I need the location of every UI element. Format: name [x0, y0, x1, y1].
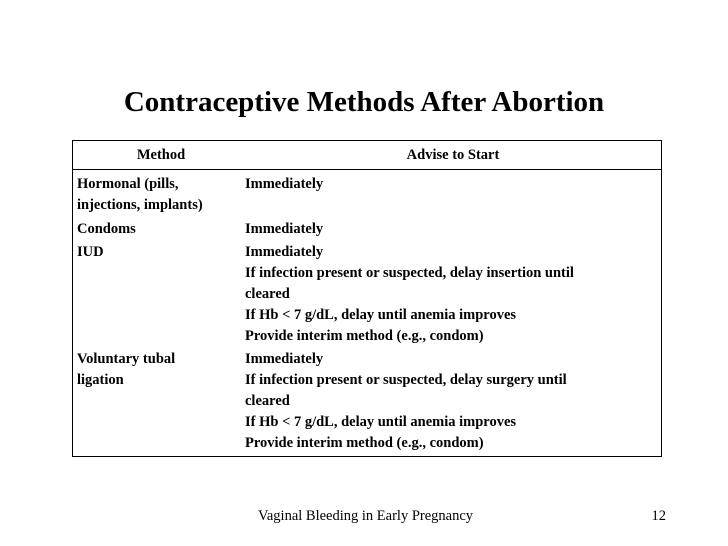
- advice-line: Provide interim method (e.g., condom): [245, 327, 484, 344]
- advice-line: If infection present or suspected, delay surgery until: [245, 372, 567, 389]
- advice-cell: [245, 219, 661, 240]
- advice-line: Immediately: [245, 220, 324, 237]
- method-cell: [73, 242, 245, 346]
- advice-cell: [245, 174, 661, 216]
- advice-cell: [245, 349, 661, 453]
- table-row: [73, 242, 661, 346]
- advice-cell: [245, 242, 661, 346]
- method-line: Voluntary tubal: [77, 351, 176, 368]
- method-cell: [73, 219, 245, 240]
- advice-line: If Hb < 7 g/dL, delay until anemia improves: [245, 306, 517, 323]
- table-header: [73, 141, 661, 170]
- advice-line: cleared: [245, 285, 290, 302]
- advice-line: Immediately: [245, 176, 324, 192]
- advice-line: Immediately: [245, 351, 324, 368]
- method-line: IUD: [77, 244, 104, 261]
- header-method: Method: [136, 146, 186, 163]
- method-line: injections, implants): [77, 196, 203, 213]
- slide-title: Contraceptive Methods After Abortion: [123, 86, 605, 118]
- table-body: [73, 170, 661, 453]
- advice-line: Provide interim method (e.g., condom): [245, 434, 484, 451]
- table-row: [73, 219, 661, 240]
- page-number: 12: [651, 508, 666, 524]
- method-cell: [73, 174, 245, 216]
- advice-line: cleared: [245, 392, 290, 409]
- method-cell: [73, 349, 245, 453]
- footer-text: Vaginal Bleeding in Early Pregnancy: [258, 508, 474, 524]
- advice-line: If Hb < 7 g/dL, delay until anemia improves: [245, 413, 517, 430]
- table-row: [73, 174, 661, 216]
- header-advise: Advise to Start: [406, 146, 500, 163]
- advice-line: If infection present or suspected, delay insertion until: [245, 265, 574, 282]
- method-line: Hormonal (pills,: [77, 176, 179, 192]
- methods-table: [72, 140, 662, 457]
- method-line: ligation: [77, 372, 124, 389]
- table-row: [73, 349, 661, 453]
- method-line: Condoms: [77, 220, 136, 237]
- advice-line: Immediately: [245, 244, 324, 261]
